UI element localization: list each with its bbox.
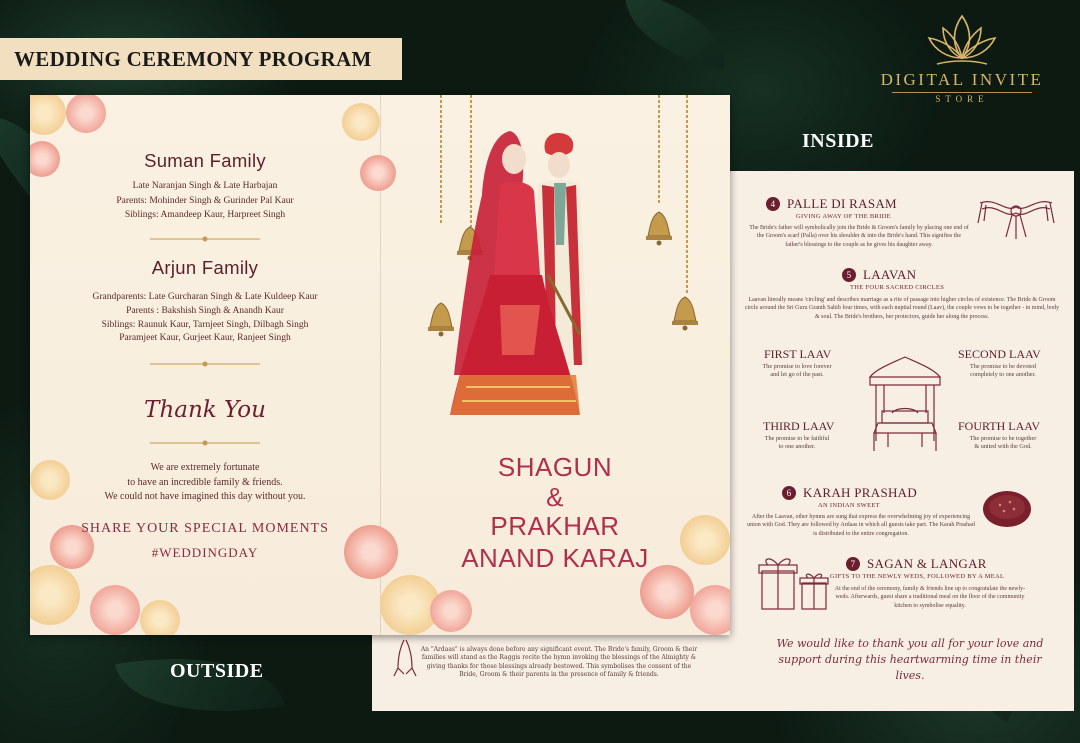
palki-canopy-icon	[862, 353, 948, 457]
suman-family-line: Late Naranjan Singh & Late Harbajan	[132, 181, 278, 191]
bell-chain	[686, 95, 688, 293]
thank-you-heading: Thank You	[144, 397, 266, 423]
rose-decoration	[342, 103, 380, 141]
karah-title: KARAH PRASHAD	[803, 485, 918, 500]
couple-name-2: PRAKHAR	[490, 511, 620, 541]
rose-decoration	[30, 565, 80, 625]
lotus-icon	[917, 10, 1007, 68]
gold-divider	[150, 236, 260, 242]
suman-family-title: Suman Family	[144, 150, 266, 171]
share-moments-text: SHARE YOUR SPECIAL MOMENTS	[81, 521, 329, 536]
outside-card	[30, 95, 730, 635]
logo-sub: STORE	[892, 92, 1032, 104]
arjun-family-line: Parents : Bakshish Singh & Anandh Kaur	[126, 306, 284, 316]
section-karah-title	[782, 485, 917, 501]
inside-label: INSIDE	[802, 130, 874, 152]
ardaas-text: An "Ardaas" is always done before any significant event. The Bride's family, Groom & their families will stand as the Raggis recite the hymn invoking the blessings of the Almighty & giving thanks for those blessings already bestowed. This symbolises the consent of the Bride, Groom & their parents in the presence of family & friends.	[420, 646, 698, 679]
sagan-title: SAGAN & LANGAR	[867, 556, 987, 571]
rose-decoration	[30, 95, 66, 135]
banner-title: WEDDING CEREMONY PROGRAM	[14, 46, 372, 71]
gold-divider	[150, 361, 260, 367]
karah-text: After the Laavan, other hymns are sung that express the overwhelming joy of experiencing union with God. They are followed by Ardaas in which all guests take part. The Karah Prashad is distributed to the entire congregation.	[747, 514, 975, 537]
rose-decoration	[90, 585, 140, 635]
karah-bowl-icon	[980, 487, 1034, 531]
hashtag-text: #WEDDINGDAY	[151, 545, 259, 560]
program-banner	[0, 38, 402, 80]
section-palle-title	[766, 196, 897, 212]
section-sagan-title	[846, 556, 987, 572]
rose-decoration	[690, 585, 730, 635]
inside-thanks-message: We would like to thank you all for your love and support during this heartwarming time in their lives.	[776, 637, 1044, 682]
arjun-family-line: Paramjeet Kaur, Gurjeet Kaur, Ranjeet Singh	[119, 333, 291, 343]
karah-subtitle: AN INDIAN SWEET	[818, 502, 880, 509]
first-laav-text: The promise to love forever and let go of the past.	[762, 363, 832, 378]
logo-name: DIGITAL INVITE	[880, 70, 1044, 89]
laavan-title: LAAVAN	[863, 267, 917, 282]
rose-decoration	[66, 95, 106, 133]
palle-title: PALLE DI RASAM	[787, 196, 897, 211]
sagan-text: At the end of the ceremony, family & friends line up to congratulate the newly-weds. Afterwards, guest share a traditional meal on the floor of the community kitchen to symbolise equality.	[834, 586, 1026, 609]
palle-text: The Bride's father will symbolically join the Bride & Groom's family by placing one end of the Groom's scarf (Palla) over his shoulder & into the Bride's hand. This signifies the father's blessings to the couple as he gives his daughter away.	[749, 225, 969, 248]
thanks-message-line: We could not have imagined this day without you.	[104, 491, 306, 502]
third-laav-text: The promise to be faithful to one another.	[764, 435, 830, 450]
arjun-family-title: Arjun Family	[151, 257, 259, 278]
step-number-badge: 7	[846, 557, 860, 571]
suman-family-line: Siblings: Amandeep Kaur, Harpreet Singh	[124, 210, 286, 220]
inside-panel-lower	[372, 634, 730, 711]
gift-boxes-icon	[756, 549, 832, 613]
praying-hands-icon	[390, 638, 420, 678]
couple-name-1: SHAGUN	[497, 452, 613, 482]
scarf-knot-icon	[976, 193, 1056, 241]
step-number-badge: 4	[766, 197, 780, 211]
suman-family-line: Parents: Mohinder Singh & Gurinder Pal Kaur	[116, 196, 294, 206]
rose-decoration	[140, 600, 180, 635]
rose-decoration	[430, 590, 472, 632]
laavan-text: Laavan literally means 'circling' and describes marriage as a rite of passage into higher circles of existence. The Bride & Groom circle around the Sri Guru Granth Sahib four times, with each nuptial round (Laav), the couple vows to be together - in mind, body & soul. The Bride's brothers, her protectors, guide her along the process.	[744, 297, 1060, 320]
thanks-message-line: We are extremely fortunate	[150, 462, 260, 473]
bell-icon	[670, 295, 700, 331]
sagan-subtitle: GIFTS TO THE NEWLY WEDS, FOLLOWED BY A MEAL	[830, 573, 1005, 580]
laavan-subtitle: THE FOUR SACRED CIRCLES	[850, 284, 945, 291]
thanks-message-line: to have an incredible family & friends.	[127, 477, 283, 488]
arjun-family-line: Siblings: Raunuk Kaur, Tarnjeet Singh, Dilbagh Singh	[101, 320, 309, 330]
bell-icon	[644, 210, 674, 246]
section-laavan-title	[842, 267, 916, 283]
ampersand: &	[546, 482, 564, 512]
couple-illustration	[430, 125, 630, 425]
palle-subtitle: GIVING AWAY OF THE BRIDE	[796, 213, 891, 220]
step-number-badge: 5	[842, 268, 856, 282]
fourth-laav-text: The promise to be together & united with the God.	[969, 435, 1037, 450]
first-laav-title: FIRST LAAV	[764, 347, 832, 361]
step-number-badge: 6	[782, 486, 796, 500]
second-laav-text: The promise to be devoted completely to one another.	[970, 363, 1036, 378]
ceremony-name: ANAND KARAJ	[461, 543, 649, 573]
inside-panel	[730, 171, 1074, 711]
gold-divider	[150, 440, 260, 446]
fourth-laav-title: FOURTH LAAV	[958, 419, 1041, 433]
second-laav-title: SECOND LAAV	[958, 347, 1041, 361]
store-logo[interactable]	[872, 10, 1052, 120]
outside-label: OUTSIDE	[170, 660, 264, 682]
bell-chain	[658, 95, 660, 205]
background-leaf	[616, 0, 735, 69]
third-laav-title: THIRD LAAV	[763, 419, 835, 433]
arjun-family-line: Grandparents: Late Gurcharan Singh & Late Kuldeep Kaur	[92, 292, 318, 302]
background-leaf	[115, 637, 285, 734]
